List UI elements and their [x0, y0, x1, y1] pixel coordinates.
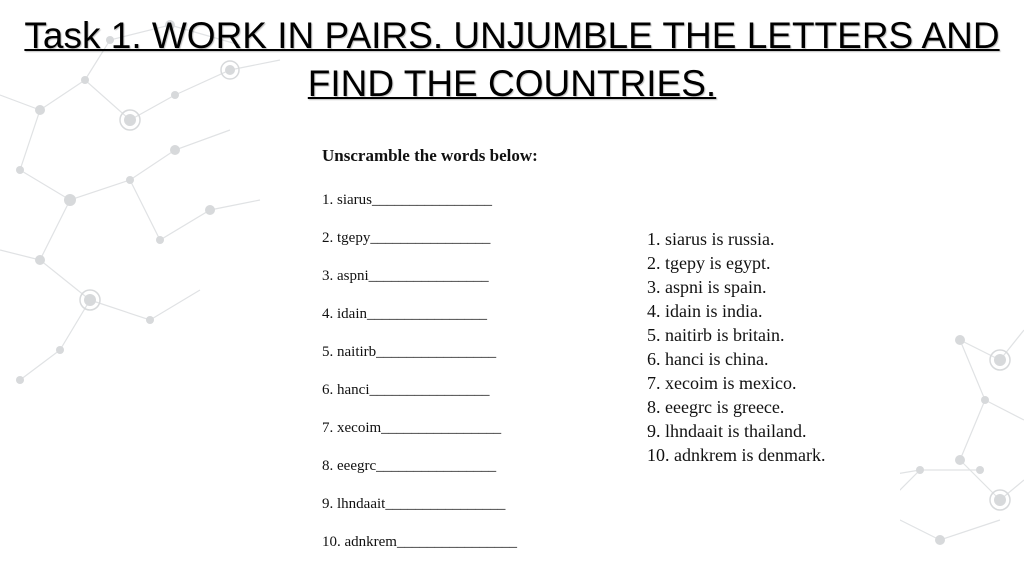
answer-item: 3. aspni is spain.: [647, 277, 767, 297]
worksheet-image: [300, 128, 900, 558]
slide-title-line-2: FIND THE COUNTRIES.: [307, 63, 717, 104]
answer-item: 10. adnkrem is denmark.: [647, 445, 826, 465]
answer-item: 7. xecoim is mexico.: [647, 373, 797, 393]
worksheet-heading: Unscramble the words below:: [322, 146, 538, 165]
answer-item: 2. tgepy is egypt.: [647, 253, 771, 273]
answer-item: 6. hanci is china.: [647, 349, 769, 369]
question-item: 2. tgepy________________: [322, 230, 491, 246]
question-item: 8. eeegrc________________: [322, 458, 497, 474]
question-item: 6. hanci________________: [322, 382, 490, 398]
question-list: [322, 190, 517, 570]
answer-item: 8. eeegrc is greece.: [647, 397, 785, 417]
question-item: 10. adnkrem________________: [322, 534, 517, 550]
question-item: 1. siarus________________: [322, 192, 492, 208]
answer-item: 9. lhndaait is thailand.: [647, 421, 807, 441]
question-item: 4. idain________________: [322, 306, 487, 322]
slide-title-line-1: Task 1. WORK IN PAIRS. UNJUMBLE THE LETTERS AND: [24, 15, 1000, 56]
question-item: 9. lhndaait________________: [322, 496, 506, 512]
answer-item: 4. idain is india.: [647, 301, 763, 321]
answer-item: 5. naitirb is britain.: [647, 325, 785, 345]
answer-item: 1. siarus is russia.: [647, 229, 775, 249]
answer-list: [647, 227, 825, 467]
question-item: 7. xecoim________________: [322, 420, 502, 436]
slide-title: [0, 12, 1024, 108]
question-item: 3. aspni________________: [322, 268, 489, 284]
question-item: 5. naitirb________________: [322, 344, 497, 360]
